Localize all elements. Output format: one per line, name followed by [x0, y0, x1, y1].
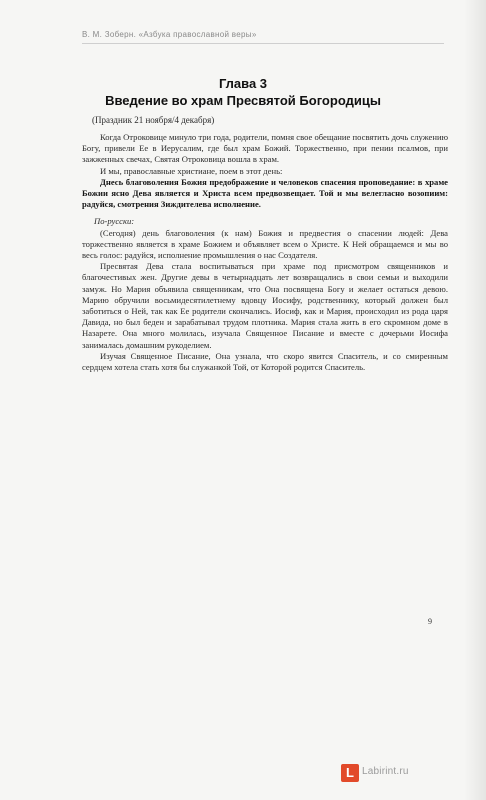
paragraph: Пресвятая Дева стала воспитываться при храме под присмотром священников и благочестивых жен. Другие девы в четырнадцать лет возвращались в свои семьи и выходили замуж. Но Мария объявила священникам, что Она посвящена Богу и желает остаться девою. Марию обручили восьмидесятилетнему вдовцу Иосифу, родственнику, который должен был заботиться о Ней, так как Ее родители скончались. Иосиф, как и Мария, происходил из рода царя Давида, но был беден и зарабатывал трудом плотника. Мария стала жить в его скромном доме в Назарете. Она много молилась, изучала Священное Писание и вместе с дочерьми Иосифа занималась домашним рукоделием. [82, 261, 448, 350]
feast-date: (Праздник 21 ноября/4 декабря) [92, 115, 215, 125]
watermark-text: Labirint.ru [362, 766, 409, 777]
paragraph: Когда Отроковице минуло три года, родители, помня свое обещание посвятить дочь служению Богу, привели Ее в Иерусалим, где был храм Божий. Торжественно, при пении псалмов, при зажженных свечах, Святая Отроковица вошла в храм. [82, 132, 448, 165]
paragraph: И мы, православные христиане, поем в этот день: [100, 165, 283, 176]
paragraph: (Сегодня) день благоволения (к нам) Божия и предвестия о спасении людей: Дева торжественно является в храме Божием и объявляет всем о Христе. К Ней обращаемся и мы во весь голос: радуйся, исполнение промышления о нас Создателя. [82, 227, 448, 261]
translation-label: По-русски: [94, 216, 135, 227]
labirint-logo-icon [341, 764, 359, 782]
paragraph: Изучая Священное Писание, Она узнала, что скоро явится Спаситель, и со смиренным сердцем хотела стать хотя бы служанкой Той, от Которой родится Спаситель. [82, 350, 448, 373]
logo-letter: L [346, 765, 354, 780]
church-slavonic-troparion: Днесь благоволения Божия предображение и человеков спасения проповедание: в храме Божии ясно Дева является и Христа всем предвозвещает. Той и мы велегласно возопиим: радуйся, смотрения Зиждителева исполнение. [82, 176, 448, 210]
running-header: В. М. Зоберн. «Азбука православной веры» [82, 30, 444, 44]
chapter-title: Введение во храм Пресвятой Богородицы [105, 93, 381, 108]
chapter-number: Глава 3 [218, 76, 268, 91]
page-number: 9 [428, 617, 432, 626]
scan-shadow [464, 0, 486, 800]
body-text [82, 132, 448, 373]
